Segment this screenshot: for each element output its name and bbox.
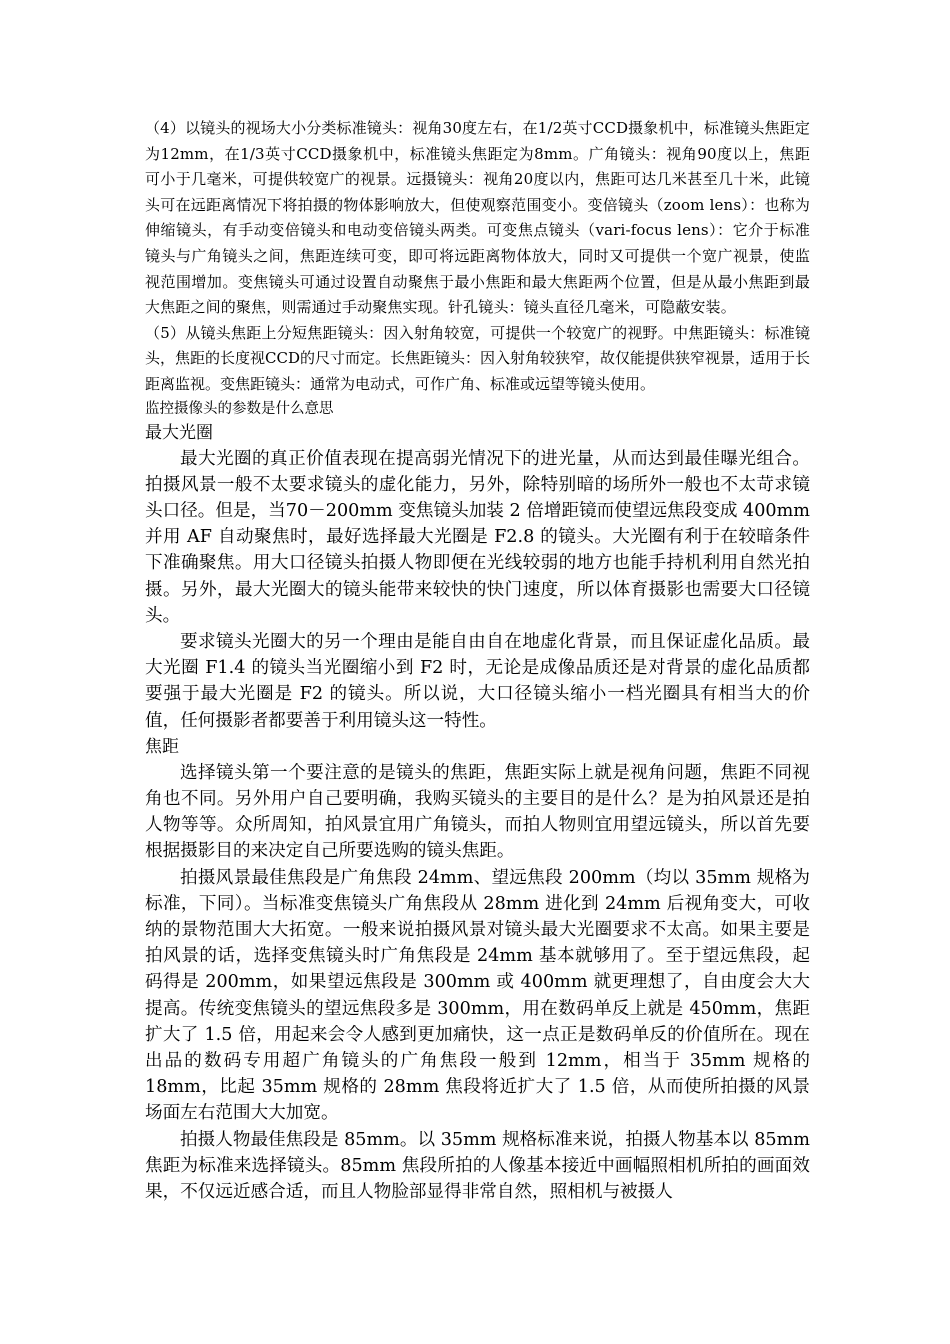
- paragraph-lens-field-of-view: （4）以镜头的视场大小分类标准镜头：视角30度左右，在1/2英寸CCD摄象机中，标准镜头焦距定为12mm，在1/3英寸CCD摄象机中，标准镜头焦距定为8mm。广角镜头：视角90度以上，焦距可小于几毫米，可提供较宽广的视景。远摄镜头：视角20度以内，焦距可达几米甚至几十米，此镜头可在远距离情况下将拍摄的物体影响放大，但使观察范围变小。变倍镜头（zoom lens）：也称为伸缩镜头，有手动变倍镜头和电动变倍镜头两类。可变焦点镜头（vari-focus lens）：它介于标准镜头与广角镜头之间，焦距连续可变，即可将远距离物体放大，同时又可提供一个宽广视景，使监视范围增加。变焦镜头可通过设置自动聚焦于最小焦距和最大焦距两个位置，但是从最小焦距到最大焦距之间的聚焦，则需通过手动聚焦实现。针孔镜头：镜头直径几毫米，可隐蔽安装。: [145, 119, 810, 317]
- document-body: [145, 116, 810, 1205]
- focal-paragraph-3: 拍摄人物最佳焦段是 85mm。以 35mm 规格标准来说，拍摄人物基本以 85mm 焦距为标准来选择镜头。85mm 焦段所拍的人像基本接近中画幅照相机所拍的画面效果，不仅远近感合适，而且人物脸部显得非常自然，照相机与被摄人: [145, 1129, 810, 1203]
- paragraph-lens-focal-length-types: （5）从镜头焦距上分短焦距镜头：因入射角较宽，可提供一个较宽广的视野。中焦距镜头：标准镜头，焦距的长度视CCD的尺寸而定。长焦距镜头：因入射角较狭窄，故仅能提供狭窄视景，适用于长距离监视。变焦距镜头：通常为电动式，可作广角、标准或远望等镜头使用。: [145, 323, 810, 393]
- aperture-paragraph-1: 最大光圈的真正价值表现在提高弱光情况下的进光量，从而达到最佳曝光组合。拍摄风景一般不太要求镜头的虚化能力，另外，除特别暗的场所外一般也不太苛求镜头口径。但是，当70－200mm 变焦镜头加装 2 倍增距镜而使望远焦段变成 400mm 并用 AF 自动聚焦时，最好选择最大光圈是 F2.8 的镜头。大光圈有利于在较暗条件下准确聚焦。用大口径镜头拍摄人物即便在光线较弱的地方也能手持机利用自然光拍摄。另外，最大光圈大的镜头能带来较快的快门速度，所以体育摄影也需要大口径镜头。: [145, 448, 810, 626]
- focal-paragraph-2: 拍摄风景最佳焦段是广角焦段 24mm、望远焦段 200mm（均以 35mm 规格为标准，下同）。当标准变焦镜头广角焦段从 28mm 进化到 24mm 后视角变大，可收纳的景物范围大大拓宽。一般来说拍摄风景对镜头最大光圈要求不太高。如果主要是拍风景的话，选择变焦镜头时广角焦段是 24mm 基本就够用了。至于望远焦段，起码得是 200mm，如果望远焦段是 300mm 或 400mm 就更理想了，自由度会大大提高。传统变焦镜头的望远焦段多是 300mm，用在数码单反上就是 450mm，焦距扩大了 1.5 倍，用起来会令人感到更加痛快，这一点正是数码单反的价值所在。现在出品的数码专用超广角镜头的广角焦段一般到 12mm，相当于 35mm 规格的 18mm，比起 35mm 规格的 28mm 焦段将近扩大了 1.5 倍，从而使所拍摄的风景场面左右范围大大加宽。: [145, 867, 810, 1124]
- focal-paragraph-1: 选择镜头第一个要注意的是镜头的焦距，焦距实际上就是视角问题，焦距不同视角也不同。另外用户自己要明确，我购买镜头的主要目的是什么？是为拍风景还是拍人物等等。众所周知，拍风景宜用广角镜头，而拍人物则宜用望远镜头，所以首先要根据摄影目的来决定自己所要选购的镜头焦距。: [145, 762, 810, 862]
- section-heading-focal-length: 焦距: [145, 736, 179, 757]
- section-heading-aperture: 最大光圈: [145, 422, 213, 443]
- question-title: 监控摄像头的参数是什么意思: [145, 400, 334, 417]
- aperture-paragraph-2: 要求镜头光圈大的另一个理由是能自由自在地虚化背景，而且保证虚化品质。最大光圈 F1.4 的镜头当光圈缩小到 F2 时，无论是成像品质还是对背景的虚化品质都要强于最大光圈是 F2 的镜头。所以说，大口径镜头缩小一档光圈具有相当大的价值，任何摄影者都要善于利用镜头这一特性。: [145, 631, 810, 731]
